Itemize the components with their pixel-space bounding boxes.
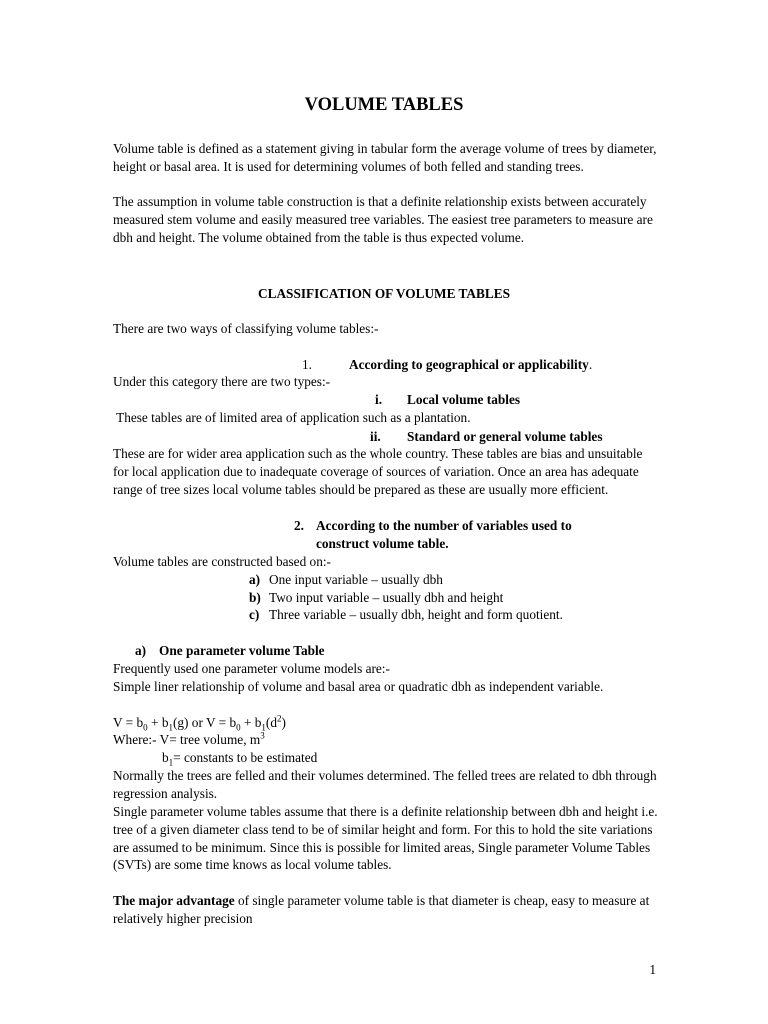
classification-lead: There are two ways of classifying volume tables:- [113, 321, 379, 336]
sub-i-label: Local volume tables [407, 392, 521, 407]
page-title: VOLUME TABLES [304, 95, 464, 115]
formula-subscript: 0 [143, 722, 148, 733]
formula-subscript: 1 [168, 722, 173, 733]
one-param-heading [135, 642, 325, 660]
option-a-letter: a) [249, 572, 261, 587]
intro-paragraph-1: Volume table is defined as a statement giving in tabular form the average volume of trees by diameter, height or basal area. It is used for determining volumes of both felled and standing trees. [113, 141, 657, 174]
item-2-intro: Volume tables are constructed based on:- [113, 554, 331, 569]
constants-line [162, 749, 317, 767]
option-c-letter: c) [249, 607, 260, 622]
formula-subscript: 0 [236, 722, 241, 733]
formula-part: + b [147, 715, 169, 730]
where-line [113, 731, 265, 749]
formula-part: + b [240, 715, 262, 730]
page-number: 1 [649, 962, 656, 977]
one-param-letter: a) [135, 643, 147, 658]
sub-ii-label: Standard or general volume tables [407, 429, 603, 444]
classification-heading: CLASSIFICATION OF VOLUME TABLES [257, 286, 511, 301]
sub-i-heading [375, 391, 520, 409]
formula-subscript: 1 [261, 722, 266, 733]
item-1-intro: Under this category there are two types:- [113, 374, 331, 389]
where-superscript: 3 [260, 730, 265, 741]
advantage-bold: The major advantage [113, 893, 235, 908]
item-1-label: According to geographical or applicability [349, 357, 589, 372]
item-2-label-line2: construct volume table. [316, 536, 449, 551]
formula-part: ) [281, 715, 286, 730]
sub-i-text: These tables are of limited area of application such as a plantation. [113, 410, 471, 425]
option-a [249, 571, 443, 589]
item-2-label-line1: According to the number of variables used to [316, 518, 572, 533]
advantage-text: of single parameter volume table is that diameter is cheap, easy to measure at relatively higher precision [113, 893, 650, 926]
option-a-text: One input variable – usually dbh [269, 572, 443, 587]
option-c [249, 606, 563, 624]
option-b [249, 589, 503, 607]
sub-ii-numeral: ii. [370, 429, 381, 444]
sub-ii-heading [370, 428, 603, 446]
formula-part: (g) or V = b [172, 715, 237, 730]
advantage-paragraph [113, 892, 658, 928]
formula-superscript: 2 [277, 713, 282, 724]
constants-symbol: b [162, 750, 169, 765]
item-2-number: 2. [294, 518, 304, 533]
felled-trees-paragraph: Normally the trees are felled and their volumes determined. The felled trees are related to dbh through regression analysis. [113, 768, 657, 801]
single-parameter-paragraph: Single parameter volume tables assume that there is a definite relationship between dbh and height i.e. tree of a given diameter class tend to be of similar height and form. For this to hold the site variations are assumed to be minimum. Since this is possible for limited areas, Single parameter Volume Tables (SVTs) are some time knows as local volume tables. [113, 804, 658, 873]
item-1-heading [302, 356, 592, 374]
constants-text: = constants to be estimated [173, 750, 318, 765]
option-c-text: Three variable – usually dbh, height and form quotient. [269, 607, 563, 622]
one-param-line-1: Frequently used one parameter volume models are:- [113, 661, 390, 676]
volume-formula [113, 714, 286, 732]
formula-part: V = b [113, 715, 144, 730]
sub-ii-text: These are for wider area application such as the whole country. These tables are bias and unsuitable for local application due to inadequate coverage of sources of variation. Once an area has adequate range of tree sizes local volume tables should be prepared as these are usually more efficient. [113, 446, 643, 497]
one-param-line-2: Simple liner relationship of volume and basal area or quadratic dbh as independent variable. [113, 679, 604, 694]
option-b-text: Two input variable – usually dbh and height [269, 590, 504, 605]
option-b-letter: b) [249, 590, 261, 605]
where-text: Where:- V= tree volume, m [113, 732, 261, 747]
sub-i-numeral: i. [375, 392, 383, 407]
item-1-trail: . [588, 357, 593, 372]
intro-paragraph-2: The assumption in volume table construction is that a definite relationship exists between accurately measured stem volume and easily measured tree variables. The easiest tree parameters to measure are dbh and height. The volume obtained from the table is thus expected volume. [113, 194, 653, 245]
item-1-number: 1. [302, 357, 312, 372]
constants-subscript: 1 [168, 757, 174, 768]
one-param-title: One parameter volume Table [159, 643, 325, 658]
formula-part: (d [265, 715, 277, 730]
item-2-heading [294, 517, 572, 535]
